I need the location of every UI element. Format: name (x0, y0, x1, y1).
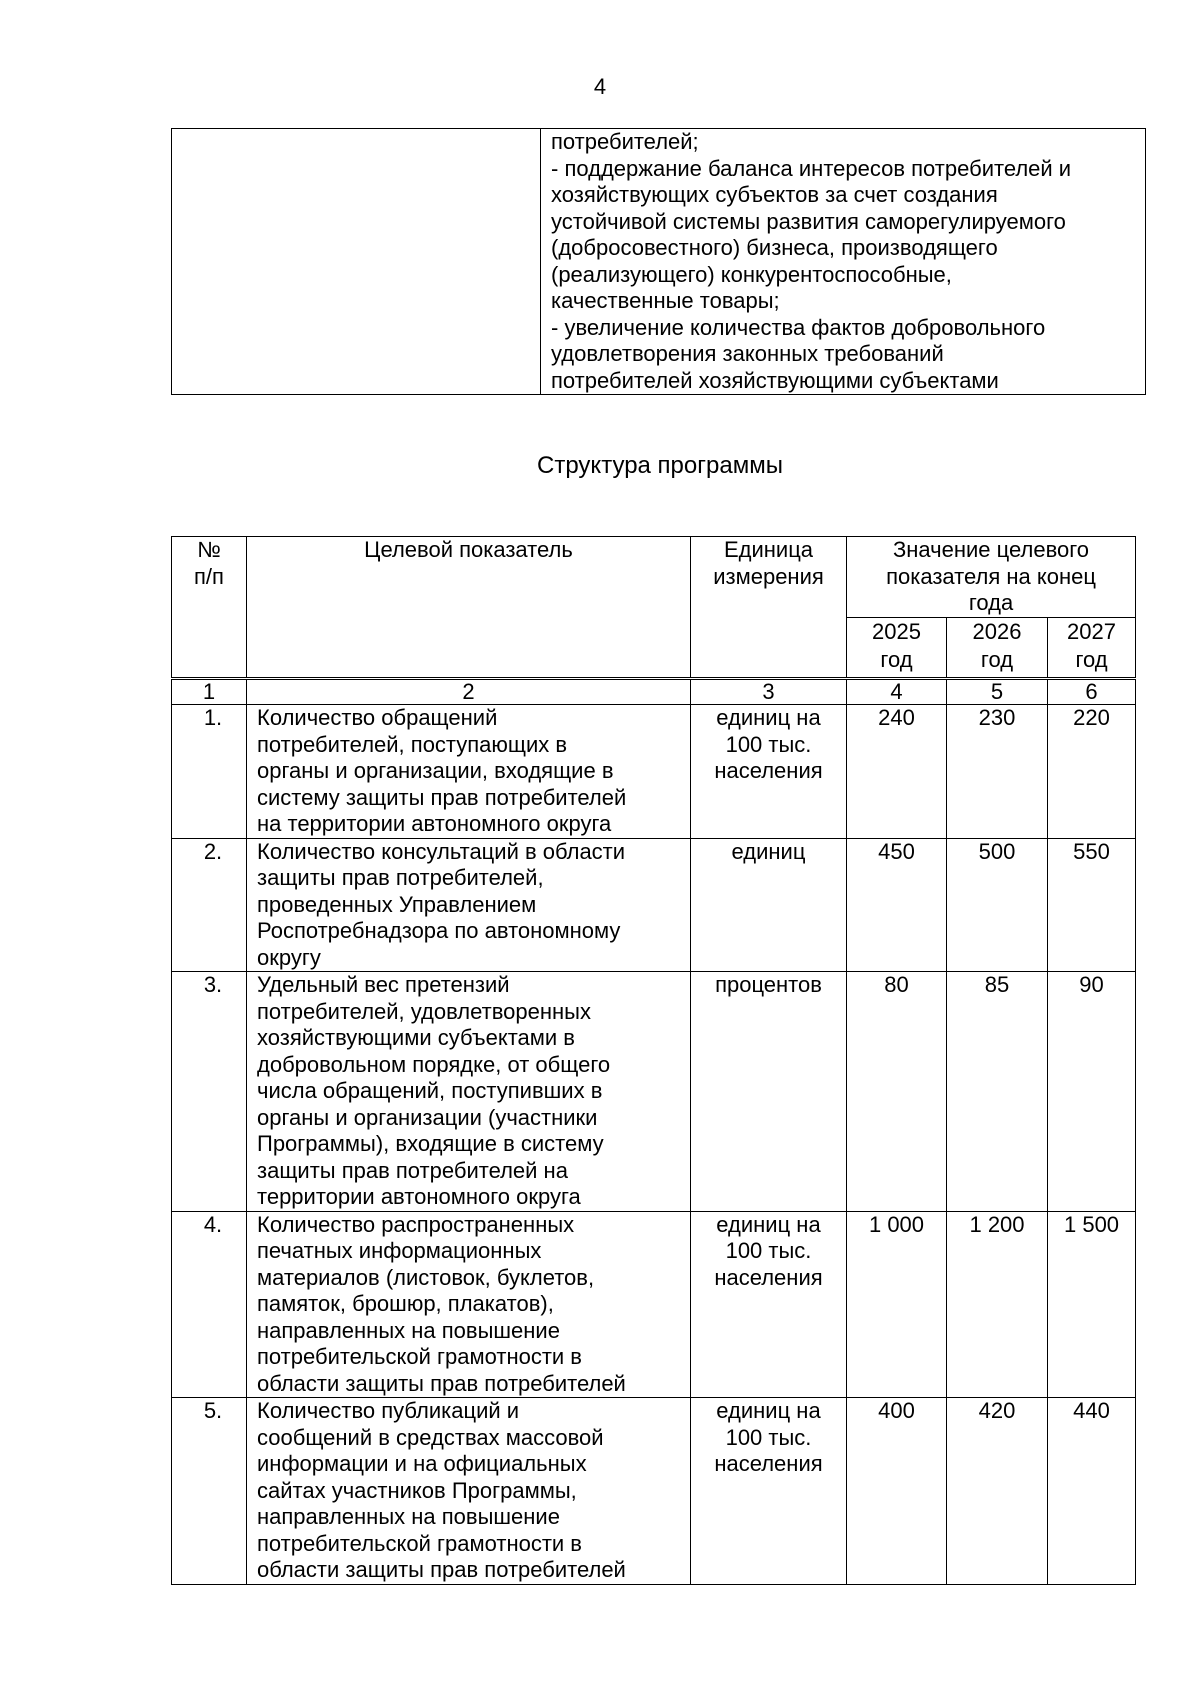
header-year-2025 (847, 618, 947, 679)
unit-line: единиц на (716, 705, 821, 730)
row-unit (691, 838, 847, 972)
value-2025: 450 (847, 838, 947, 972)
program-structure-table (171, 536, 1136, 1585)
row-unit (691, 972, 847, 1212)
value-2026: 500 (947, 838, 1048, 972)
indicator-line: защиты прав потребителей на (257, 1157, 568, 1183)
column-number: 6 (1048, 679, 1136, 705)
indicator-line: проведенных Управлением (257, 891, 537, 917)
continuation-line: потребителей; (551, 129, 699, 154)
indicator-line: Удельный вес претензий (257, 972, 510, 997)
row-number: 2. (172, 838, 247, 972)
value-2026: 420 (947, 1398, 1048, 1585)
continuation-line: устойчивой системы развития саморегулируемого (551, 208, 1066, 234)
indicator-line: области защиты прав потребителей (257, 1557, 626, 1582)
continuation-line: - поддержание баланса интересов потребителей и (551, 155, 1072, 181)
indicator-line: направленных на повышение (257, 1317, 560, 1343)
column-number: 1 (172, 679, 247, 705)
indicator-line: памяток, брошюр, плакатов), (257, 1291, 554, 1316)
unit-line: населения (714, 1451, 823, 1476)
unit-line: 100 тыс. (725, 1424, 812, 1450)
row-indicator (247, 972, 691, 1212)
continuation-line: качественные товары; (551, 288, 780, 313)
indicator-line: Количество распространенных (257, 1211, 575, 1237)
column-number: 3 (691, 679, 847, 705)
year-suffix: год (1075, 647, 1108, 672)
unit-line: единиц на (716, 1211, 821, 1237)
value-2027: 440 (1048, 1398, 1136, 1585)
indicator-line: территории автономного округа (257, 1184, 581, 1209)
indicator-line: числа обращений, поступивших в (257, 1078, 603, 1103)
row-number: 5. (172, 1398, 247, 1585)
indicator-line: информации и на официальных (257, 1451, 587, 1476)
table-row (172, 705, 1136, 839)
value-2027: 550 (1048, 838, 1136, 972)
row-number: 3. (172, 972, 247, 1212)
column-number: 4 (847, 679, 947, 705)
value-2027: 90 (1048, 972, 1136, 1212)
continuation-line: (добросовестного) бизнеса, производящего (551, 235, 998, 260)
row-unit (691, 1211, 847, 1398)
year-label: 2027 (1067, 619, 1116, 644)
continuation-row (172, 129, 1146, 395)
year-label: 2025 (872, 619, 921, 644)
indicator-line: Программы), входящие в систему (257, 1131, 604, 1156)
value-2025: 240 (847, 705, 947, 839)
table-row (172, 1398, 1136, 1585)
header-row (172, 537, 1136, 618)
continuation-table (171, 128, 1146, 395)
indicator-line: печатных информационных (257, 1238, 542, 1263)
table-row (172, 838, 1136, 972)
header-year-2027 (1048, 618, 1136, 679)
indicator-line: направленных на повышение (257, 1504, 560, 1529)
continuation-line: потребителей хозяйствующими субъектами (551, 367, 999, 393)
indicator-line: Роспотребнадзора по автономному (257, 918, 621, 943)
row-number: 4. (172, 1211, 247, 1398)
indicator-line: систему защиты прав потребителей (257, 784, 627, 810)
indicator-line: потребительской грамотности в (257, 1344, 582, 1369)
header-indicator: Целевой показатель (247, 537, 691, 679)
header-value-line: показателя на конец (886, 563, 1096, 589)
continuation-text-cell (541, 129, 1146, 395)
column-number: 5 (947, 679, 1048, 705)
indicator-line: органы и организации, входящие в (257, 758, 614, 783)
row-unit (691, 705, 847, 839)
indicator-line: Количество публикаций и (257, 1398, 520, 1423)
table-row (172, 972, 1136, 1212)
header-unit-line: измерения (713, 563, 824, 589)
unit-line: населения (714, 1264, 823, 1290)
indicator-line: области защиты прав потребителей (257, 1370, 626, 1396)
row-indicator (247, 838, 691, 972)
header-value-line: года (968, 590, 1014, 615)
value-2026: 230 (947, 705, 1048, 839)
indicator-line: потребителей, поступающих в (257, 731, 568, 757)
row-indicator (247, 1398, 691, 1585)
unit-line: 100 тыс. (725, 731, 812, 757)
value-2025: 1 000 (847, 1211, 947, 1398)
value-2026: 1 200 (947, 1211, 1048, 1398)
indicator-line: потребительской грамотности в (257, 1530, 582, 1556)
page-number: 4 (593, 74, 607, 99)
indicator-line: хозяйствующими субъектами в (257, 1025, 575, 1050)
unit-line: процентов (715, 972, 822, 997)
value-2025: 400 (847, 1398, 947, 1585)
continuation-empty-cell (172, 129, 541, 395)
value-2027: 220 (1048, 705, 1136, 839)
year-suffix: год (980, 647, 1014, 672)
year-suffix: год (880, 647, 913, 672)
indicator-line: на территории автономного округа (257, 811, 612, 836)
indicator-line: органы и организации (участники (257, 1104, 598, 1130)
indicator-line: сообщений в средствах массовой (257, 1424, 604, 1450)
row-indicator (247, 705, 691, 839)
value-2027: 1 500 (1048, 1211, 1136, 1398)
header-year-2026 (947, 618, 1048, 679)
unit-line: единиц (731, 838, 806, 864)
continuation-line: - увеличение количества фактов добровольного (551, 314, 1046, 340)
row-number: 1. (172, 705, 247, 839)
row-indicator (247, 1211, 691, 1398)
column-number: 2 (247, 679, 691, 705)
continuation-line: (реализующего) конкурентоспособные, (551, 261, 952, 287)
value-2026: 85 (947, 972, 1048, 1212)
unit-line: 100 тыс. (725, 1238, 812, 1263)
header-unit-line: Единица (723, 537, 814, 562)
indicator-line: сайтах участников Программы, (257, 1477, 577, 1503)
indicator-line: добровольном порядке, от общего (257, 1051, 611, 1077)
unit-line: единиц на (716, 1398, 821, 1423)
row-unit (691, 1398, 847, 1585)
value-2025: 80 (847, 972, 947, 1212)
column-number-row (172, 679, 1136, 705)
continuation-line: удовлетворения законных требований (551, 341, 944, 366)
header-value-line: Значение целевого (892, 537, 1090, 562)
year-label: 2026 (972, 619, 1022, 644)
header-number-line: п/п (194, 563, 224, 589)
indicator-line: Количество обращений (257, 705, 498, 730)
section-title: Структура программы (537, 452, 783, 479)
header-number-line: № (197, 537, 221, 562)
unit-line: населения (714, 758, 823, 783)
indicator-line: Количество консультаций в области (257, 838, 626, 864)
table-row (172, 1211, 1136, 1398)
indicator-line: потребителей, удовлетворенных (257, 998, 591, 1024)
header-value (847, 537, 1136, 618)
header-number (172, 537, 247, 679)
indicator-line: округу (257, 944, 321, 970)
header-unit (691, 537, 847, 679)
indicator-line: защиты прав потребителей, (257, 865, 544, 890)
indicator-line: материалов (листовок, буклетов, (257, 1264, 595, 1290)
continuation-line: хозяйствующих субъектов за счет создания (551, 182, 998, 207)
